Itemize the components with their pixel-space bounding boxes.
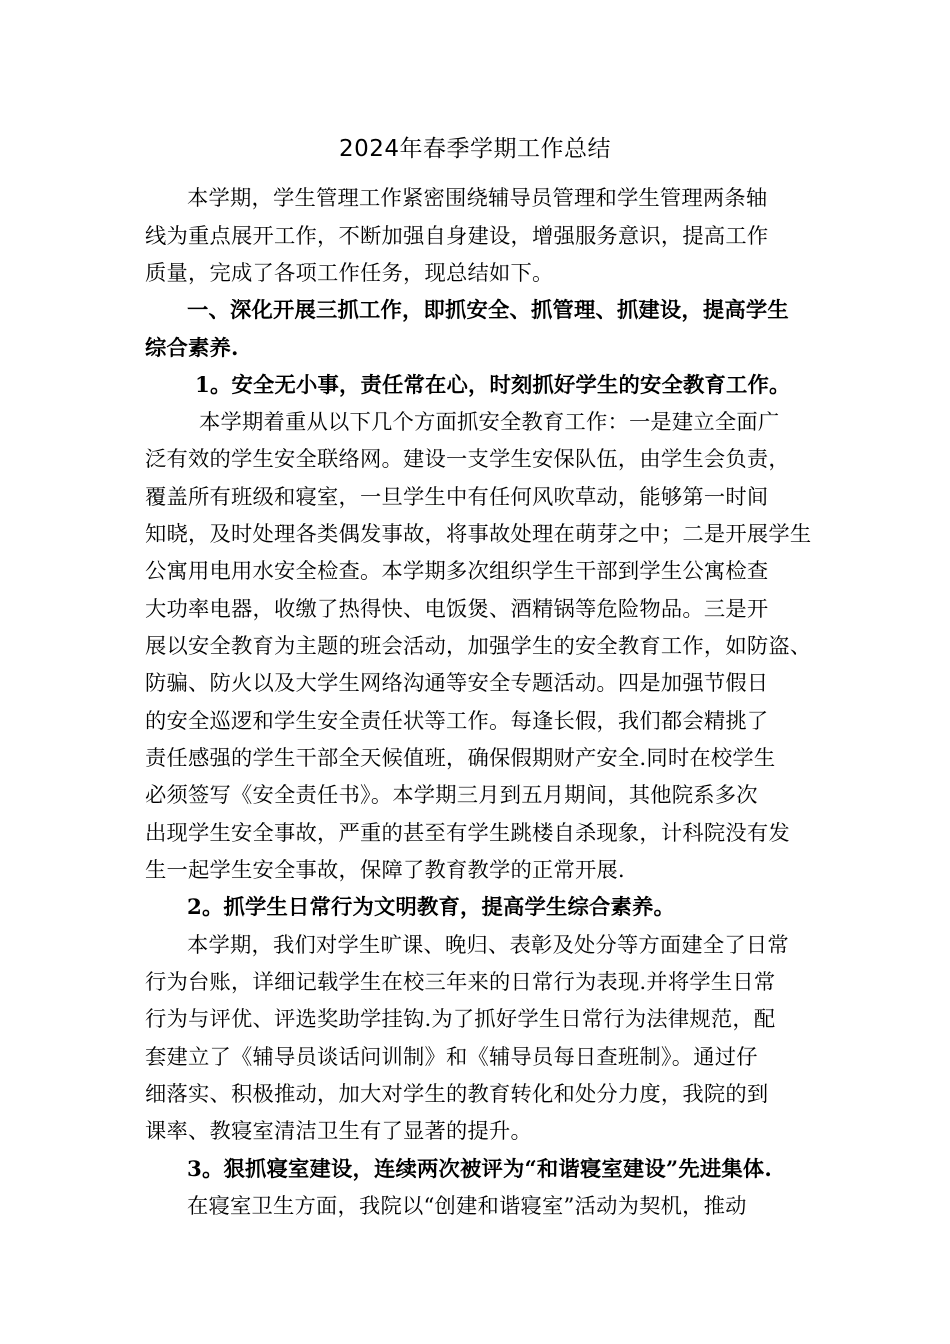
text-line: 细落实、积极推动，加大对学生的教育转化和处分力度，我院的到 [145,1082,769,1107]
text-line: 行为台账，详细记载学生在校三年来的日常行为表现.并将学生日常 [145,970,776,995]
subsection-heading: 3。狠抓寝室建设，连续两次被评为“和谐寝室建设”先进集体. [187,1157,772,1182]
text-line: 线为重点展开工作，不断加强自身建设，增强服务意识，提高工作 [145,224,769,249]
text-line: 知晓，及时处理各类偶发事故，将事故处理在萌芽之中；二是开展学生 [145,522,812,547]
text-line: 必须签写《安全责任书》。本学期三月到五月期间，其他院系多次 [145,783,758,808]
section-heading: 一、深化开展三抓工作，即抓安全、抓管理、抓建设，提高学生 [187,298,789,323]
text-line: 的安全巡逻和学生安全责任状等工作。每逢长假，我们都会精挑了 [145,709,769,734]
text-line: 展以安全教育为主题的班会活动，加强学生的安全教育工作，如防盗、 [145,634,812,659]
section-heading: 综合素养. [145,336,239,361]
text-line: 大功率电器，收缴了热得快、电饭煲、酒精锅等危险物品。三是开 [145,597,769,622]
text-line: 在寝室卫生方面，我院以“创建和谐寝室”活动为契机，推动 [187,1194,747,1219]
text-line: 泛有效的学生安全联络网。建设一支学生安保队伍，由学生会负责， [145,447,790,472]
text-line: 套建立了《辅导员谈话问训制》和《辅导员每日查班制》。通过仔 [145,1045,758,1070]
text-line: 生一起学生安全事故，保障了教育教学的正常开展. [145,858,625,883]
text-line: 质量，完成了各项工作任务，现总结如下。 [145,261,554,286]
text-line: 课率、教寝室清洁卫生有了显著的提升。 [145,1119,532,1144]
document-title: 2024年春季学期工作总结 [338,136,612,162]
text-line: 责任感强的学生干部全天候值班，确保假期财产安全.同时在校学生 [145,746,776,771]
text-line: 本学期，我们对学生旷课、晚归、表彰及处分等方面建全了日常 [187,933,789,958]
text-line: 出现学生安全事故，严重的甚至有学生跳楼自杀现象，计科院没有发 [145,821,790,846]
text-line: 防骗、防火以及大学生网络沟通等安全专题活动。四是加强节假日 [145,671,769,696]
text-line: 覆盖所有班级和寝室，一旦学生中有任何风吹草动，能够第一时间 [145,485,769,510]
text-line: 本学期着重从以下几个方面抓安全教育工作：一是建立全面广 [199,410,780,435]
text-line: 本学期，学生管理工作紧密围绕辅导员管理和学生管理两条轴 [187,186,768,211]
text-line: 行为与评优、评选奖助学挂钩.为了抓好学生日常行为法律规范，配 [145,1007,776,1032]
subsection-heading: 2。抓学生日常行为文明教育，提高学生综合素养。 [187,895,675,920]
subsection-heading: 1。安全无小事，责任常在心，时刻抓好学生的安全教育工作。 [195,373,791,398]
text-line: 公寓用电用水安全检查。本学期多次组织学生干部到学生公寓检查 [145,559,769,584]
